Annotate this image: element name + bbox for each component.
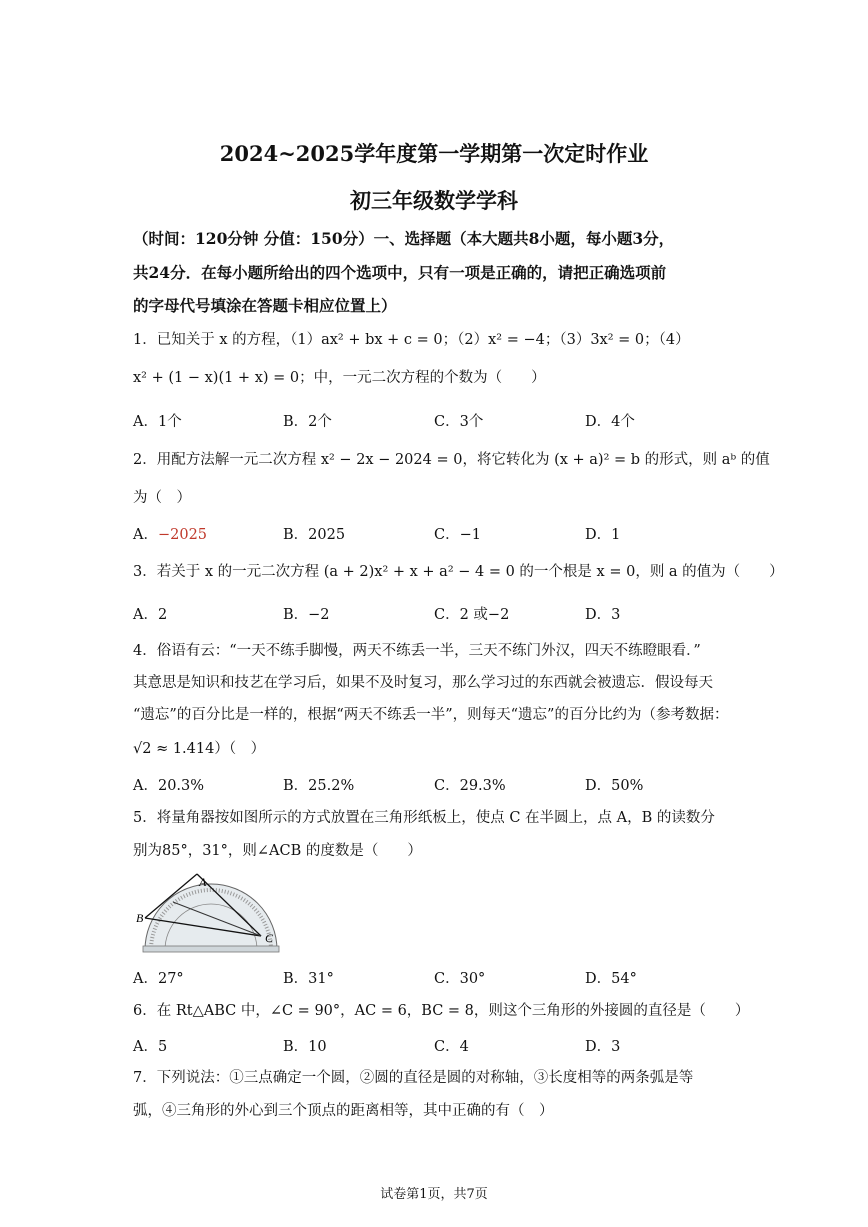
question-6-option-b: B．10 (283, 1039, 327, 1055)
question-4-option-c: C．29.3% (434, 778, 506, 794)
question-3-option-d: D．3 (585, 607, 621, 623)
question-4-line-4: √2 ≈ 1.414）（ ） (133, 741, 266, 757)
question-1-line-2: x² + (1 − x)(1 + x) = 0；中，一元二次方程的个数为（ ） (133, 370, 546, 386)
question-2-option-c: C．−1 (434, 527, 481, 543)
question-1-option-d: D．4个 (585, 414, 635, 430)
page-title: 2024~2025学年度第一学期第一次定时作业 (219, 141, 649, 166)
point-c-label: C (265, 931, 274, 945)
question-4-option-b: B．25.2% (283, 778, 355, 794)
question-7-line-2: 弧，④三角形的外心到三个顶点的距离相等，其中正确的有（ ） (133, 1103, 554, 1119)
question-1-line-1: 1．已知关于 x 的方程，（1）ax² + bx + c = 0；（2）x² = −4；（3）3x² = 0；（4） (133, 332, 690, 348)
question-4-option-a: A．20.3% (133, 778, 205, 794)
question-2-option-a (133, 523, 207, 544)
question-2-option-d: D．1 (585, 527, 621, 543)
question-4-line-3: “遗忘”的百分比是一样的，根据“两天不练丢一半”，则每天“遗忘”的百分比约为（参考数据： (133, 707, 729, 723)
question-7-line-1: 7．下列说法：①三点确定一个圆，②圆的直径是圆的对称轴，③长度相等的两条弧是等 (133, 1070, 694, 1086)
question-5-line-2: 别为85°，31°，则∠ACB 的度数是（ ） (133, 843, 422, 859)
page-subtitle: 初三年级数学学科 (350, 188, 518, 213)
question-1-option-b: B．2个 (283, 414, 332, 430)
question-4-option-d: D．50% (585, 778, 644, 794)
question-2-line-1: 2．用配方法解一元二次方程 x² − 2x − 2024 = 0，将它转化为 (x + a)² = b 的形式，则 aᵇ 的值 (133, 452, 770, 468)
question-2-line-2: 为（ ） (133, 490, 191, 506)
protractor-figure (133, 868, 283, 960)
instructions-line-2: 共24分．在每小题所给出的四个选项中，只有一项是正确的，请把正确选项前 (133, 263, 667, 282)
question-5-option-a: A．27° (133, 971, 184, 987)
question-5-line-1: 5．将量角器按如图所示的方式放置在三角形纸板上，使点 C 在半圆上，点 A，B 的读数分 (133, 810, 715, 826)
protractor-base (143, 946, 279, 952)
question-1-option-c: C．3个 (434, 414, 484, 430)
question-3-line-1: 3．若关于 x 的一元二次方程 (a + 2)x² + x + a² − 4 = 0 的一个根是 x = 0，则 a 的值为（ ） (133, 564, 784, 580)
page-footer: 试卷第1页，共7页 (380, 1187, 488, 1202)
question-5-option-c: C．30° (434, 971, 486, 987)
question-5-option-d: D．54° (585, 971, 637, 987)
question-3-option-a: A．2 (133, 607, 168, 623)
instructions-line-1: （时间：120分钟 分值：150分）一、选择题（本大题共8小题，每小题3分， (133, 229, 675, 248)
point-b-label: B (136, 911, 144, 925)
question-3-option-b: B．−2 (283, 607, 330, 623)
question-6-option-c: C．4 (434, 1039, 469, 1055)
question-2-option-a-prefix: A． (133, 527, 158, 543)
question-3-option-c: C．2 或−2 (434, 607, 510, 623)
point-a-label: A (199, 875, 207, 889)
question-4-line-1: 4．俗语有云：“一天不练手脚慢，两天不练丢一半，三天不练门外汉，四天不练瞪眼看．” (133, 643, 701, 659)
question-6-line-1: 6．在 Rt△ABC 中，∠C = 90°，AC = 6，BC = 8，则这个三角形的外接圆的直径是（ ） (133, 1003, 750, 1019)
question-2-option-a-value: −2025 (157, 527, 208, 543)
question-6-option-a: A．5 (133, 1039, 168, 1055)
question-1-option-a: A．1个 (133, 414, 182, 430)
instructions-line-3: 的字母代号填涂在答题卡相应位置上） (133, 296, 397, 315)
question-6-option-d: D．3 (585, 1039, 621, 1055)
question-2-option-b: B．2025 (283, 527, 346, 543)
question-5-option-b: B．31° (283, 971, 334, 987)
question-4-line-2: 其意思是知识和技艺在学习后，如果不及时复习，那么学习过的东西就会被遗忘．假设每天 (133, 675, 713, 691)
